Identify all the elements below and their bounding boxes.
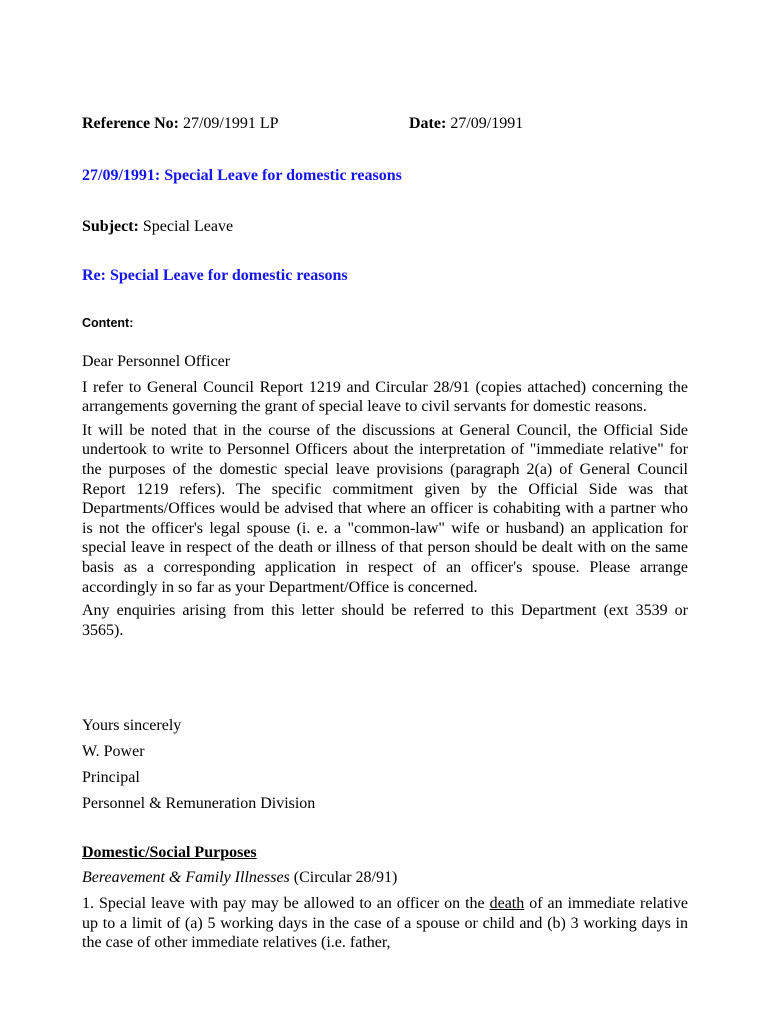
closing: Yours sincerely [82, 717, 182, 734]
signatory-position: Principal [82, 769, 140, 786]
subject-line [82, 217, 233, 237]
signatory-division: Personnel & Remuneration Division [82, 795, 316, 812]
section-paragraph-1 [82, 894, 688, 953]
letter-paragraph-1: I refer to General Council Report 1219 and Circular 28/91 (copies attached) concerning the arrangements governing the grant of special leave to civil servants for domestic reasons. [82, 378, 688, 416]
subject-label: Subject: [82, 218, 139, 235]
section-para1-rest: of an immediate relative up to a limit of (a) 5 working days in the case of a spouse or child and (b) 3 working days in the case of other immediate relatives (i.e. father, [82, 895, 689, 952]
letter-body [82, 352, 688, 644]
letter-paragraph-2: It will be noted that in the course of the discussions at General Council, the Official Side undertook to write to Personnel Officers about the interpretation of "immediate relative" for the purposes of the domestic special leave provisions (paragraph 2(a) of General Council Report 1219 refers). The specific commitment given by the Official Side was that Departments/Offices would be advised that where an officer is cohabiting with a partner who is not the officer's legal spouse (i. e. a "common-law" wife or husband) an application for special leave in respect of the death or illness of that person should be dealt with on the same basis as a corresponding application in respect of an officer's spouse. Please arrange accordingly in so far as your Department/Office is concerned. [82, 421, 688, 596]
section-subheading [82, 868, 397, 888]
content-label: Content: [82, 316, 134, 330]
re-line: Re: Special Leave for domestic reasons [82, 267, 348, 284]
section-subheading-ref: (Circular 28/91) [293, 869, 398, 886]
date-value: 27/09/1991 [450, 115, 524, 132]
letter-paragraph-3: Any enquiries arising from this letter should be referred to this Department (ext 3539 or 3565). [82, 602, 688, 639]
reference-number [82, 114, 279, 134]
reference-value: 27/09/1991 LP [182, 115, 279, 132]
section-heading-text: Domestic/Social Purposes [82, 844, 257, 861]
salutation: Dear Personnel Officer [82, 353, 231, 370]
section-para1-underlined: death [489, 895, 525, 912]
title-heading: 27/09/1991: Special Leave for domestic reasons [82, 167, 402, 184]
section-heading [82, 843, 257, 863]
reference-label: Reference No: [82, 115, 179, 132]
signatory-name: W. Power [82, 743, 145, 760]
subject-value: Special Leave [142, 218, 234, 235]
section-subheading-italic: Bereavement & Family Illnesses [82, 869, 290, 886]
section-para1-start: 1. Special leave with pay may be allowed to an officer on the [82, 895, 485, 912]
date [409, 114, 523, 134]
date-label: Date: [409, 115, 447, 132]
